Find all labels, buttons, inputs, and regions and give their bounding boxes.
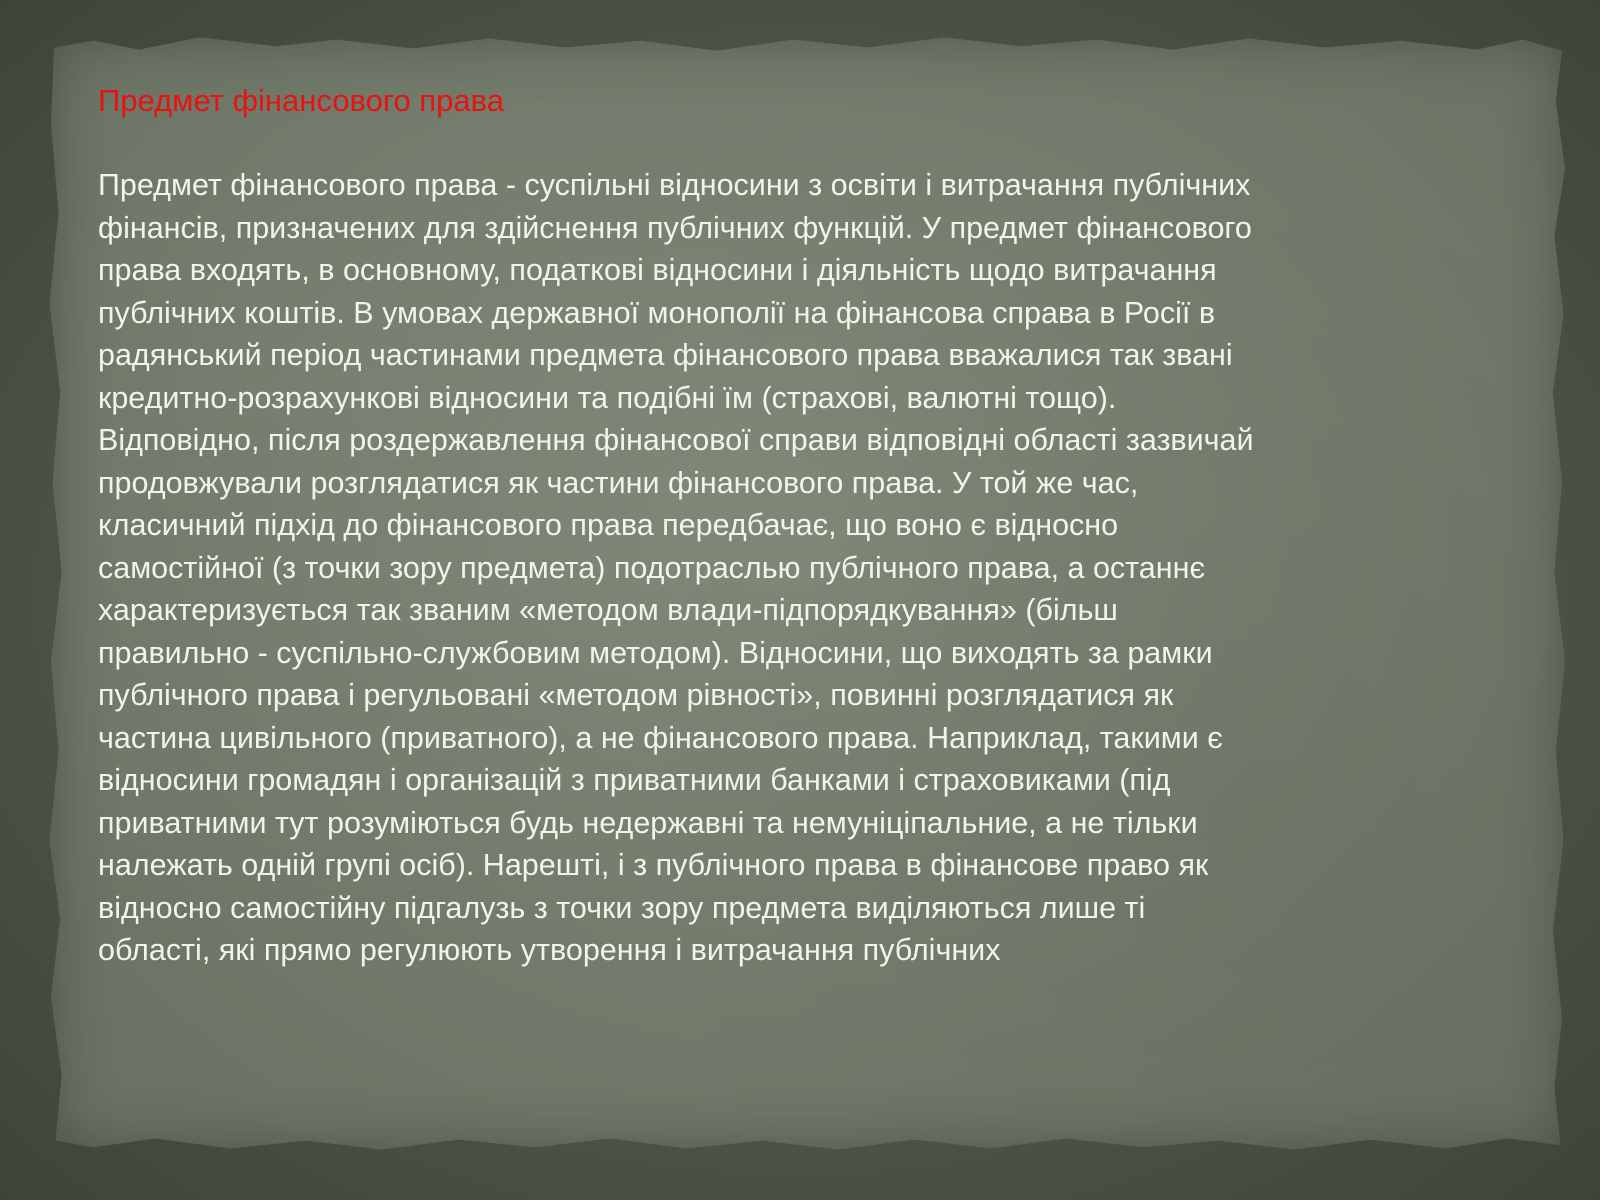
slide-title: Предмет фінансового права xyxy=(98,83,504,118)
slide-content xyxy=(98,80,1458,972)
slide-body-text: Предмет фінансового права - суспільні відносини з освіти і витрачання публічних фінансів, призначених для здійснення публічних функцій. У предмет фінансового права входять, в основному, податкові відносини і діяльність щодо витрачання публічних коштів. В умовах державної монополії на фінансова справа в Росії в радянський період частинами предмета фінансового права вважалися так звані кредитно-розрахункові відносини та подібні їм (страхові, валютні тощо). Відповідно, після роздержавлення фінансової справи відповідні області зазвичай продовжували розглядатися як частини фінансового права. У той же час, класичний підхід до фінансового права передбачає, що воно є відносно самостійної (з точки зору предмета) подотраслью публічного права, а останнє характеризується так званим «методом влади-підпорядкування» (більш правильно - суспільно-службовим методом). Відносини, що виходять за рамки публічного права і регульовані «методом рівності», повинні розглядатися як частина цивільного (приватного), а не фінансового права. Наприклад, такими є відносини громадян і організацій з приватними банками і страховиками (під приватними тут розуміються будь недержавні та немуніціпальние, а не тільки належать одній групі осіб). Нарешті, і з публічного права в фінансове право як відносно самостійну підгалузь з точки зору предмета виділяються лише ті області, які прямо регулюють утворення і витрачання публічних xyxy=(98,168,1254,967)
